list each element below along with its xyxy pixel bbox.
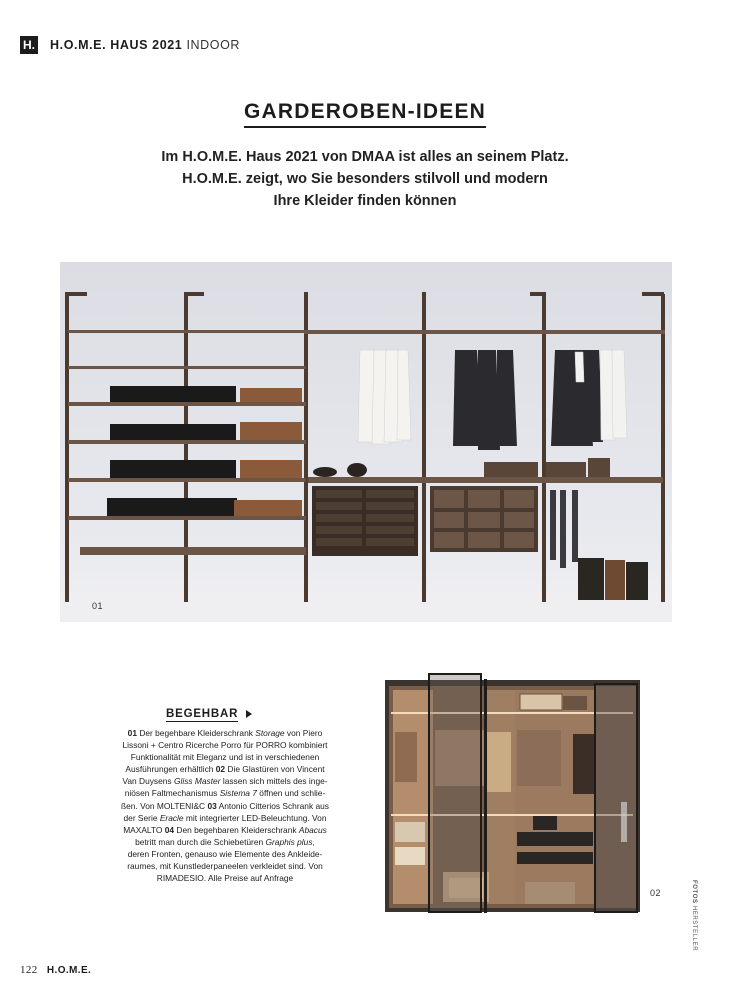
play-arrow-icon [246, 710, 252, 718]
text-line: 01 Der begehbare Kleiderschrank Storage von Piero [127, 728, 323, 738]
text-line: MAXALTO 04 Den begehbaren Kleiderschrank Abacus [123, 824, 327, 835]
magazine-logo: H. [20, 36, 38, 54]
text-line: Ausführungen erhältlich 02 Die Glastüren von Vincent [125, 764, 325, 775]
article-subtitle [100, 146, 630, 212]
walk-in-wardrobe-photo [60, 262, 672, 622]
text-line: RIMADESIO. Alle Preise auf Anfrage [156, 873, 294, 884]
text-line: raumes, mit Kunstlederpaneelen verkleidet sind. Von [127, 861, 323, 872]
subtitle-line: Ihre Kleider finden können [273, 193, 457, 209]
section-heading: BEGEHBAR [166, 708, 252, 720]
glass-wardrobe-photo [385, 672, 640, 915]
magazine-name: H.O.M.E. [46, 965, 92, 976]
text-line: Lissoni + Centro Ricerche Porro für PORRO kombiniert [122, 740, 328, 751]
section-header [50, 37, 240, 53]
text-line: betritt man durch die Schiebetüren Graphis plus, [135, 836, 315, 847]
photo-number: 01 [92, 601, 104, 611]
text-line: deren Fronten, genauso wie Elemente des Ankleide- [127, 848, 323, 859]
article-title: GARDEROBEN-IDEEN [0, 100, 730, 128]
header-category: INDOOR [186, 38, 241, 52]
body-text [80, 727, 370, 884]
page-footer [20, 964, 91, 976]
photo-credit: FOTOS HERSTELLER [691, 880, 697, 952]
text-line: niösen Faltmechanismus Sistema 7 öffnen und schlie- [124, 788, 326, 799]
text-line: der Serie Eracle mit integrierter LED-Beleuchtung. Von [123, 812, 327, 823]
text-line: Van Duysens Gliss Master lassen sich mittels des inge- [122, 776, 328, 787]
text-line: ßen. Von MOLTENI&C 03 Antonio Citterios Schrank aus [121, 800, 329, 811]
photo-number: 02 [650, 888, 662, 898]
text-line: Funktionalität mit Eleganz und ist in verschiedenen [130, 752, 320, 763]
page-number: 122 [20, 964, 38, 976]
subtitle-line: Im H.O.M.E. Haus 2021 von DMAA ist alles an seinem Platz. [161, 149, 569, 165]
subtitle-line: H.O.M.E. zeigt, wo Sie besonders stilvoll und modern [182, 171, 548, 187]
header-series: H.O.M.E. HAUS 2021 [50, 38, 183, 52]
